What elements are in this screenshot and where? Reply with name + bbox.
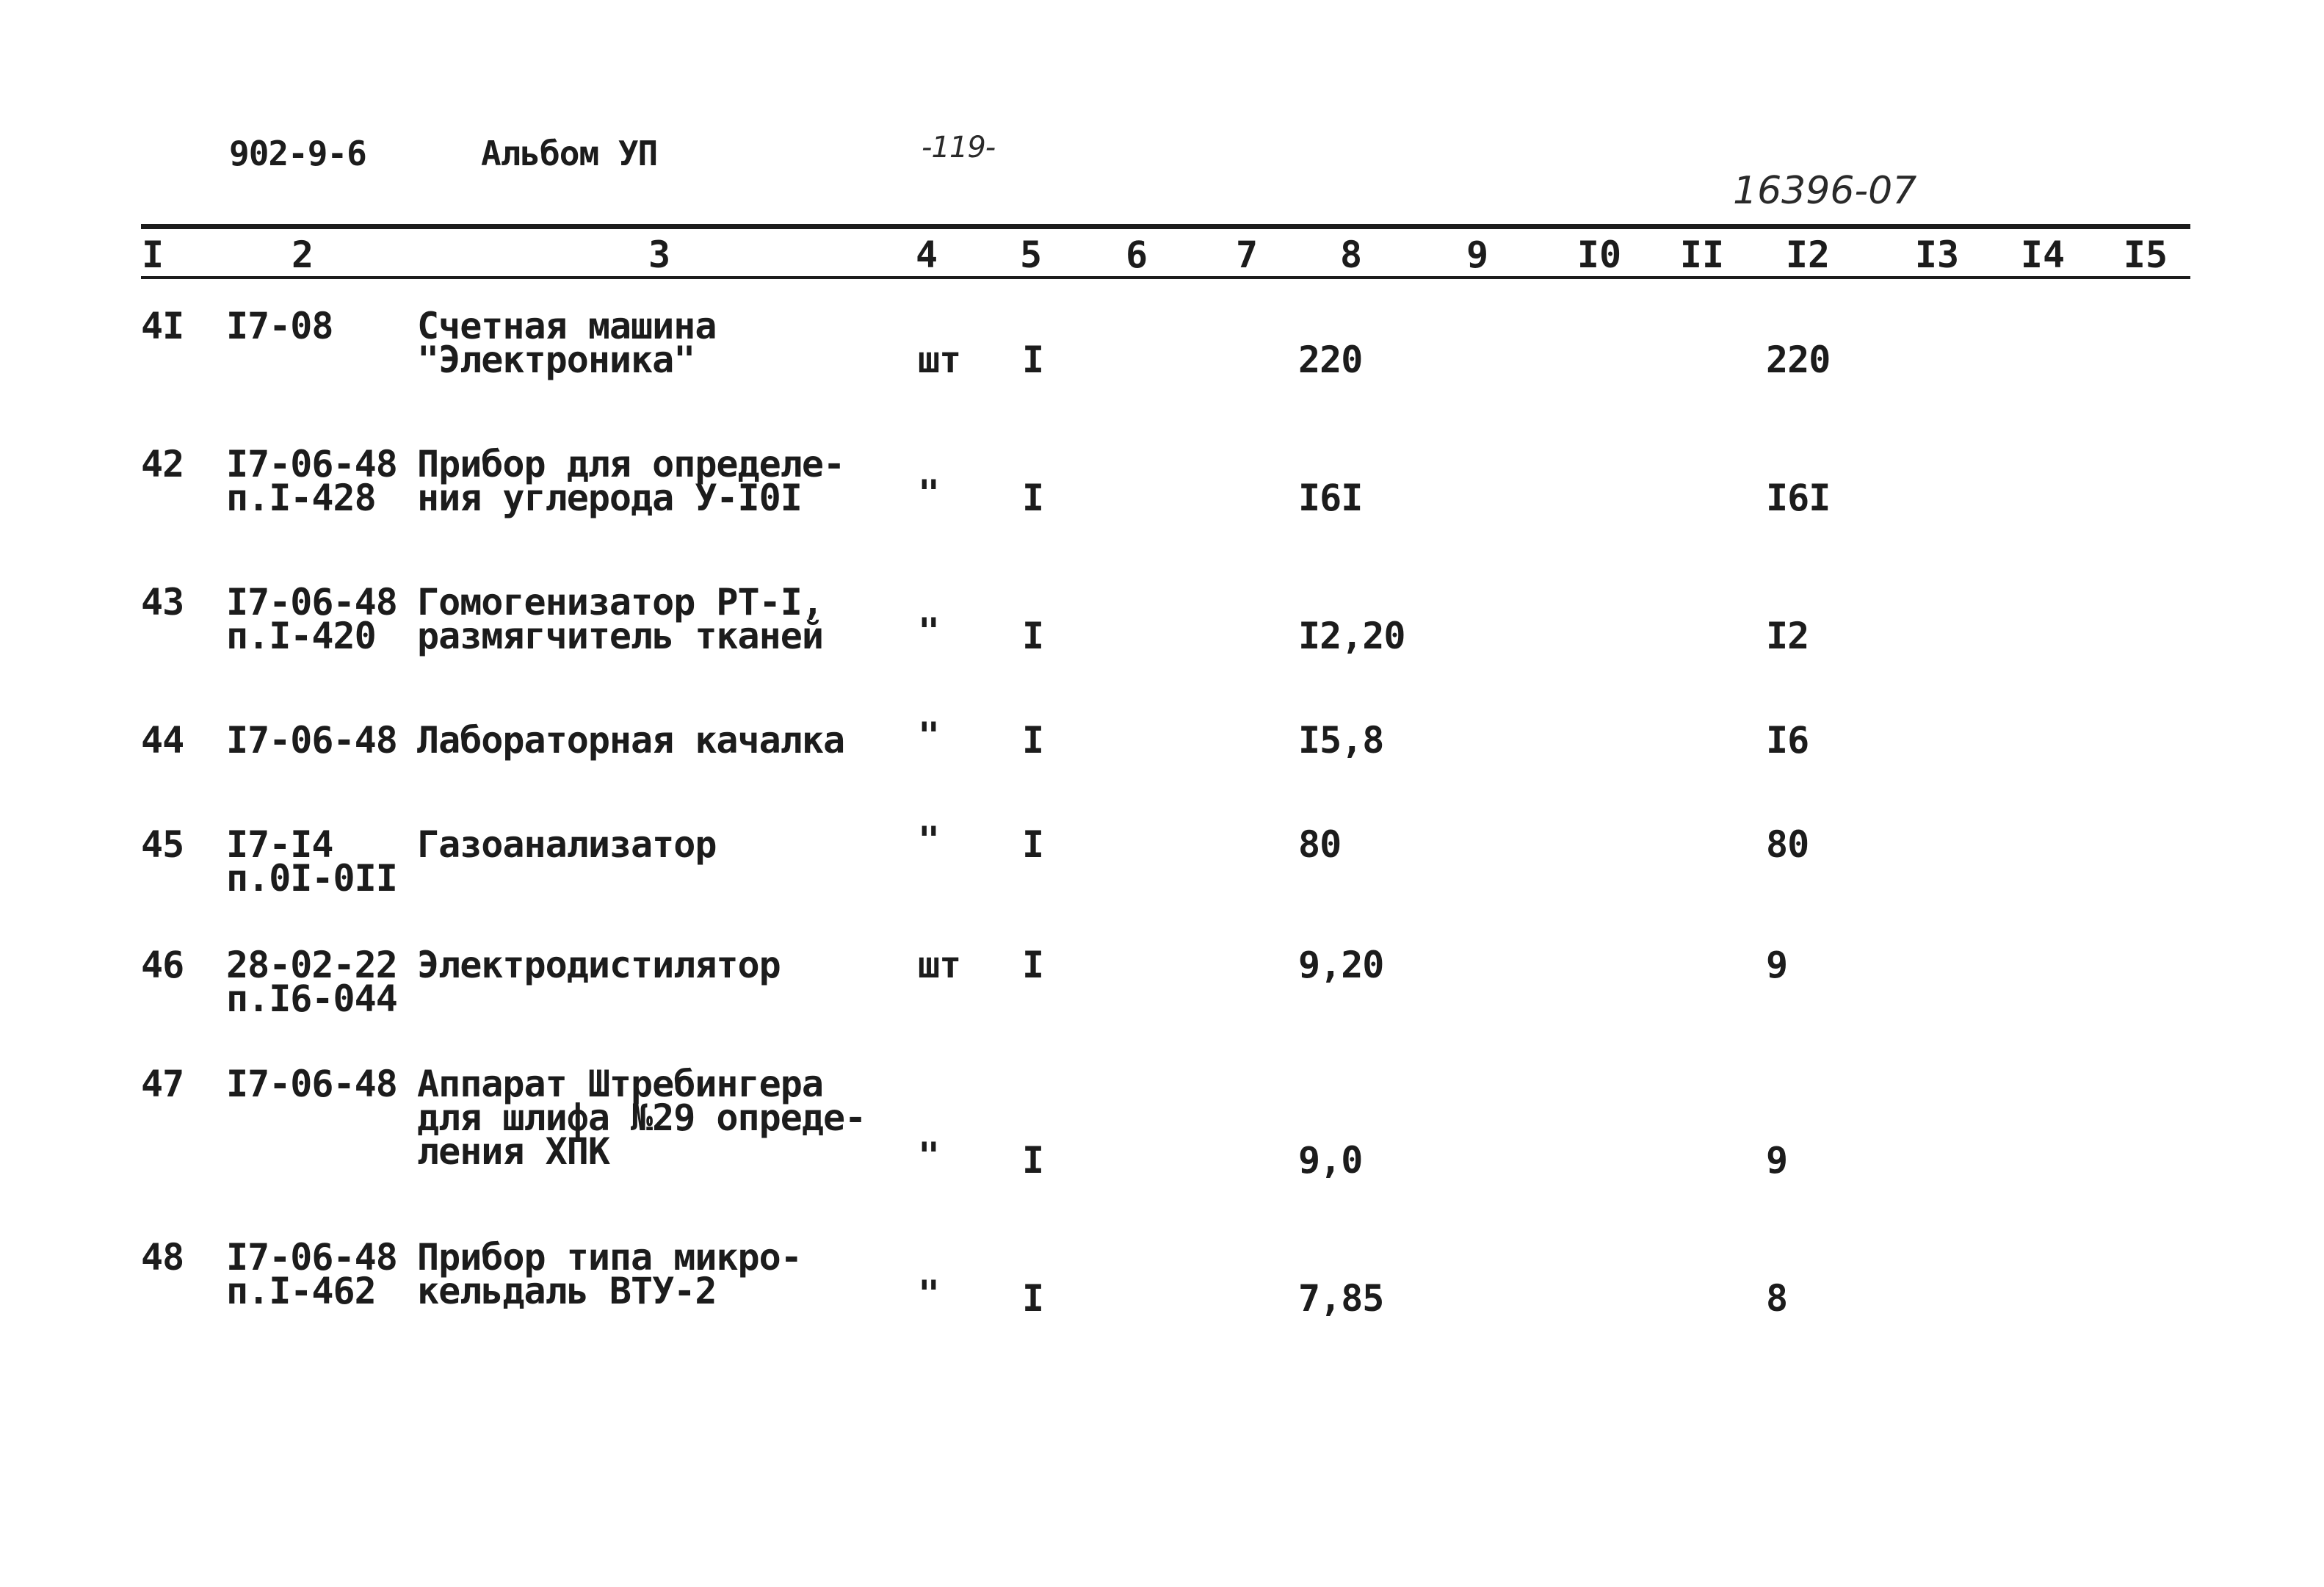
row-number: 48 (141, 1236, 184, 1279)
row-code-line: I7-06-48 (226, 443, 397, 485)
row-number: 47 (141, 1063, 184, 1105)
row-quantity: I (1022, 615, 1044, 657)
table-header-rule (141, 276, 2190, 279)
row-number: 4I (141, 305, 184, 347)
row-name-line: Аппарат Штребингера (417, 1063, 823, 1105)
row-code-line: п.0I-0II (226, 857, 397, 900)
row-quantity: I (1022, 477, 1044, 519)
row-column-8: I6I (1298, 477, 1363, 519)
row-number: 46 (141, 944, 184, 986)
document-code: 902-9-6 (229, 134, 366, 173)
row-name-line: Счетная машина (417, 305, 717, 347)
row-column-12: 9 (1766, 1139, 1788, 1182)
album-label: Альбом УП (481, 134, 658, 173)
row-code-line: I7-06-48 (226, 1236, 397, 1279)
column-number: I4 (2020, 234, 2066, 276)
column-number: 9 (1466, 234, 1489, 276)
row-column-8: 9,20 (1298, 944, 1384, 986)
column-number: 3 (648, 234, 671, 276)
row-name-line: Лабораторная качалка (417, 719, 845, 762)
row-column-12: 80 (1766, 823, 1809, 866)
row-code-line: I7-06-48 (226, 581, 397, 623)
row-name-line: для шлифа №29 опреде- (417, 1096, 866, 1139)
row-quantity: I (1022, 1139, 1044, 1182)
column-number: II (1679, 234, 1725, 276)
row-number: 43 (141, 581, 184, 623)
row-column-8: I5,8 (1298, 719, 1384, 762)
row-name-line: "Электроника" (417, 339, 695, 381)
row-quantity: I (1022, 944, 1044, 986)
row-name-line: ления ХПК (417, 1130, 609, 1173)
row-code-line: I7-08 (226, 305, 333, 347)
row-code-line: п.I-420 (226, 615, 376, 657)
row-name-line: Прибор для определе- (417, 443, 845, 485)
column-number: I (141, 234, 164, 276)
row-unit: " (918, 610, 940, 653)
row-code-line: п.I6-044 (226, 977, 397, 1020)
row-name-line: Электродистилятор (417, 944, 781, 986)
row-column-12: I6 (1766, 719, 1809, 762)
row-column-8: 220 (1298, 339, 1363, 381)
row-quantity: I (1022, 1277, 1044, 1320)
row-unit: " (918, 1273, 940, 1315)
row-unit: " (918, 819, 940, 861)
row-code-line: п.I-462 (226, 1270, 376, 1312)
row-quantity: I (1022, 339, 1044, 381)
column-number: 5 (1019, 234, 1043, 276)
row-code-line: 28-02-22 (226, 944, 397, 986)
row-name-line: Прибор типа микро- (417, 1236, 802, 1279)
row-column-8: 80 (1298, 823, 1342, 866)
column-number: 8 (1339, 234, 1363, 276)
column-number: 6 (1125, 234, 1148, 276)
column-number: I0 (1577, 234, 1622, 276)
handwritten-number: 16396-07 (1733, 169, 1917, 213)
row-unit: шт (918, 944, 961, 986)
row-code-line: I7-I4 (226, 823, 333, 866)
row-column-8: I2,20 (1298, 615, 1405, 657)
row-column-12: 8 (1766, 1277, 1788, 1320)
row-quantity: I (1022, 823, 1044, 866)
row-number: 44 (141, 719, 184, 762)
column-number: I2 (1785, 234, 1831, 276)
row-unit: " (918, 472, 940, 515)
row-name-line: Газоанализатор (417, 823, 717, 866)
column-number: 2 (291, 234, 314, 276)
row-unit: " (918, 1135, 940, 1177)
column-number: I3 (1914, 234, 1960, 276)
row-name-line: Гомогенизатор РТ-I, (417, 581, 823, 623)
row-column-12: 220 (1766, 339, 1831, 381)
column-number: I5 (2123, 234, 2168, 276)
row-unit: шт (918, 339, 961, 381)
row-name-line: кельдаль ВТУ-2 (417, 1270, 717, 1312)
row-column-8: 9,0 (1298, 1139, 1363, 1182)
table-top-rule (141, 224, 2190, 229)
row-number: 45 (141, 823, 184, 866)
row-quantity: I (1022, 719, 1044, 762)
row-name-line: размягчитель тканей (417, 615, 823, 657)
row-unit: " (918, 715, 940, 757)
row-column-12: 9 (1766, 944, 1788, 986)
row-column-8: 7,85 (1298, 1277, 1384, 1320)
row-name-line: ния углерода У-I0I (417, 477, 802, 519)
column-number: 4 (915, 234, 938, 276)
row-column-12: I2 (1766, 615, 1809, 657)
row-column-12: I6I (1766, 477, 1831, 519)
row-code-line: I7-06-48 (226, 719, 397, 762)
row-code-line: I7-06-48 (226, 1063, 397, 1105)
row-code-line: п.I-428 (226, 477, 376, 519)
page-number: -119- (922, 131, 996, 165)
column-number: 7 (1235, 234, 1259, 276)
row-number: 42 (141, 443, 184, 485)
